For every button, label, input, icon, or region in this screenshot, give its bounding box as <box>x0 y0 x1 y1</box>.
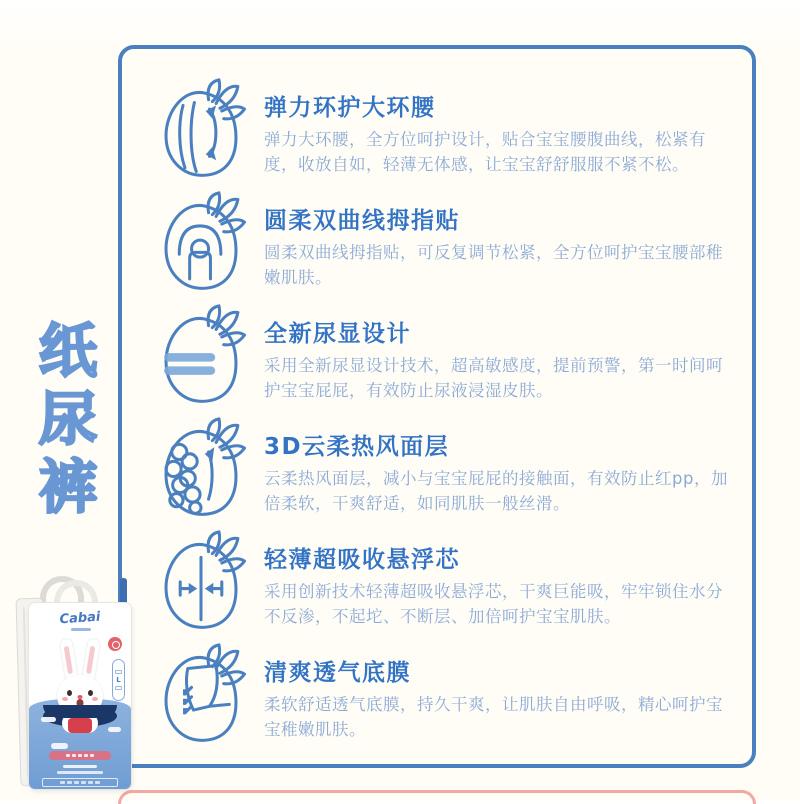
soft-topsheet-icon <box>150 416 252 520</box>
feature-frame <box>118 45 756 768</box>
package-logo-subtext <box>71 628 91 631</box>
package-front-bag <box>28 602 132 790</box>
feature-item <box>144 529 732 642</box>
cloud-icon <box>51 743 68 749</box>
feature-title: 轻薄超吸收悬浮芯 <box>264 547 460 573</box>
package-logo: Cabai <box>59 609 101 628</box>
feature-title: 圆柔双曲线拇指贴 <box>264 208 460 234</box>
package-small-text <box>63 765 97 768</box>
feature-item <box>144 642 732 755</box>
package-pink-banner <box>49 751 111 760</box>
thumb-tab-icon <box>150 190 252 294</box>
package-small-text <box>57 771 103 774</box>
package-size-letter: L <box>116 676 121 684</box>
feature-item <box>144 77 732 190</box>
package-info-box <box>42 778 118 787</box>
waistband-stretch-icon <box>150 77 252 181</box>
rabbit-overalls <box>68 718 92 733</box>
feature-item <box>144 416 732 529</box>
rabbit-cheek <box>62 697 68 701</box>
next-section-top-edge <box>118 790 756 804</box>
absorbent-core-icon <box>150 529 252 633</box>
feature-item <box>144 190 732 303</box>
product-package <box>14 576 144 796</box>
feature-item <box>144 303 732 416</box>
package-size-badge <box>112 659 125 701</box>
feature-description: 弹力大环腰，全方位呵护设计，贴合宝宝腰腹曲线，松紧有度，收放自如，轻薄无体感，让宝宝舒舒服服不紧不松。 <box>264 130 706 174</box>
breathable-backsheet-icon <box>150 642 252 746</box>
feature-description: 采用创新技术轻薄超吸收悬浮芯，干爽巨能吸，牢牢锁住水分不反渗，不起坨、不断层、加倍呵护宝宝肌肤。 <box>264 582 723 626</box>
rabbit-eye <box>88 690 93 696</box>
feature-description: 采用全新尿显设计技术，超高敏感度，提前预警，第一时间呵护宝宝屁屁，有效防止尿液浸湿皮肤。 <box>264 356 723 400</box>
rabbit-cheek <box>92 697 98 701</box>
feature-description: 柔软舒适透气底膜，持久干爽，让肌肤自由呼吸，精心呵护宝宝稚嫩肌肤。 <box>264 695 723 739</box>
feature-title: 弹力环护大环腰 <box>264 95 436 121</box>
feature-title: 清爽透气底膜 <box>264 660 411 686</box>
cloud-icon <box>41 717 56 722</box>
package-hole-front-rim <box>43 705 117 718</box>
rabbit-mascot <box>48 639 112 735</box>
rabbit-eye <box>67 690 72 696</box>
feature-title: 全新尿显设计 <box>264 321 411 347</box>
vertical-brand-text: 纸尿裤 <box>29 320 97 524</box>
feature-title: 3D云柔热风面层 <box>264 434 450 460</box>
feature-description: 圆柔双曲线拇指贴，可反复调节松紧，全方位呵护宝宝腰部稚嫩肌肤。 <box>264 243 723 287</box>
feature-description: 云柔热风面层，减小与宝宝屁屁的接触面，有效防止红pp，加倍柔软，干爽舒适，如同肌肤一般丝滑。 <box>264 469 728 513</box>
cloud-icon <box>108 727 121 732</box>
wetness-indicator-icon <box>150 303 252 407</box>
